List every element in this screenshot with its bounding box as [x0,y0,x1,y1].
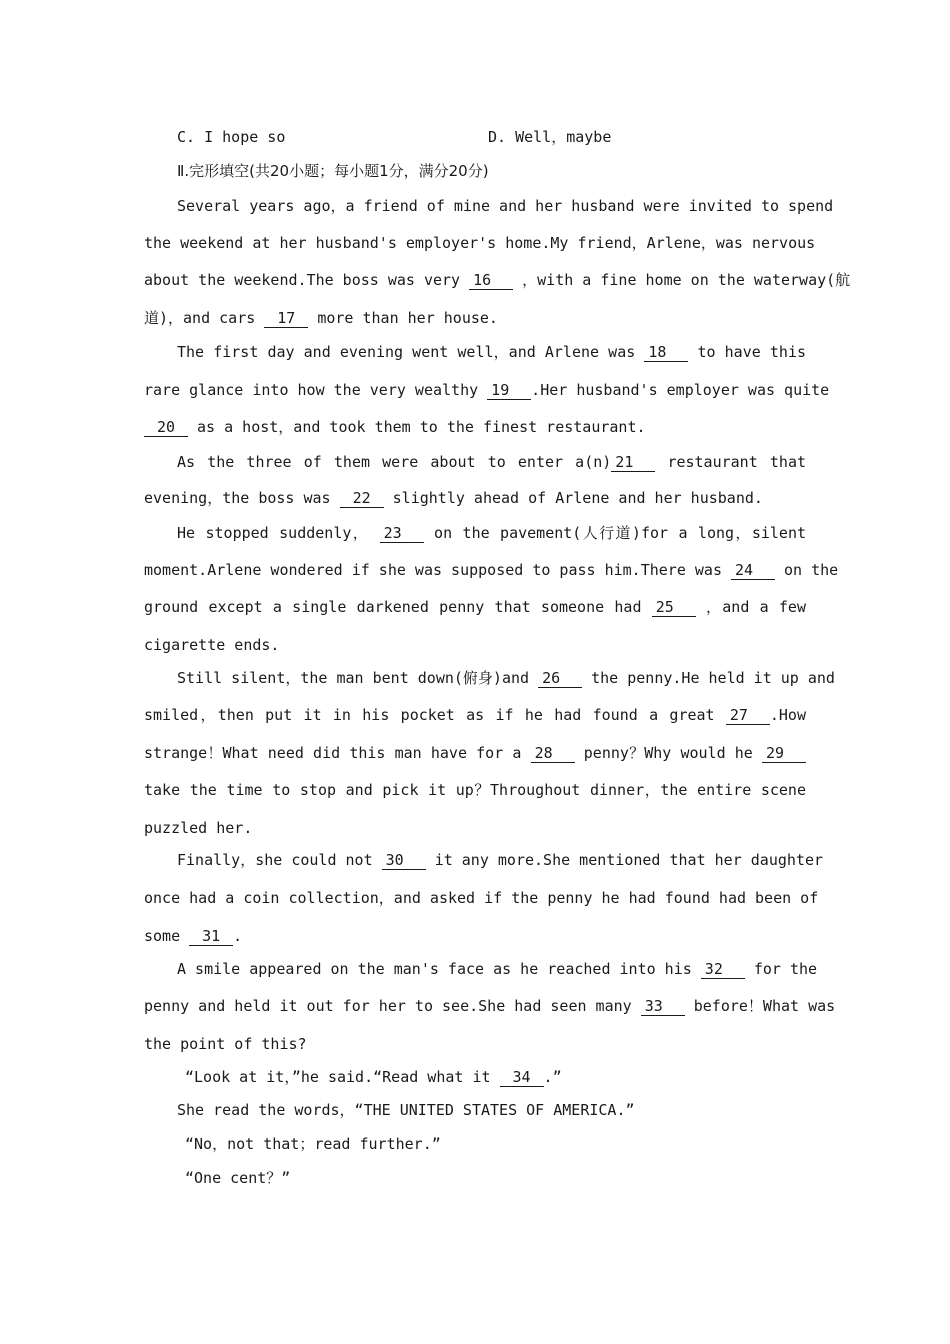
blank-26[interactable]: 26 [538,670,582,688]
option-d: D. Well，maybe [488,128,612,146]
blank-33[interactable]: 33 [641,998,685,1016]
p4-line3: ground except a single darkened penny that someone had 25 ，and a few [144,598,806,616]
p7-line3: the point of this? [144,1035,307,1053]
p1-line2: the weekend at her husband's employer's home.My friend，Arlene，was nervous [144,234,816,252]
p5-line3: strange！What need did this man have for a 28 penny？Why would he 29 [144,743,806,763]
option-c: C. I hope so [177,128,286,146]
dialog-line2: She read the words，“THE UNITED STATES OF AMERICA.” [177,1101,635,1119]
blank-21[interactable]: 21 [611,454,655,472]
blank-18[interactable]: 18 [644,344,688,362]
p7-line2: penny and held it out for her to see.She had seen many 33 before！What was [144,997,836,1015]
p5-line1: Still silent，the man bent down(俯身)and 26 the penny.He held it up and [177,669,835,687]
p4-line2: moment.Arlene wondered if she was supposed to pass him.There was 24 on the [144,561,839,579]
blank-19[interactable]: 19 [487,382,531,400]
p6-line1: Finally，she could not 30 it any more.She mentioned that her daughter [177,851,824,869]
p2-line2: rare glance into how the very wealthy 19 .Her husband's employer was quite [144,381,830,399]
blank-16[interactable]: 16 [469,272,513,290]
blank-20[interactable]: 20 [144,419,188,437]
p1-line1: Several years ago，a friend of mine and her husband were invited to spend [177,197,834,215]
p5-line4: take the time to stop and pick it up？Throughout dinner，the entire scene [144,781,806,799]
p1-line4: 道)，and cars 17 more than her house. [144,309,498,327]
p7-line1: A smile appeared on the man's face as he reached into his 32 for the [177,960,818,978]
p1-line3: about the weekend.The boss was very 16 ，with a fine home on the waterway(航 [144,271,851,289]
blank-22[interactable]: 22 [340,490,384,508]
p6-line2: once had a coin collection，and asked if the penny he had found had been of [144,889,819,907]
dialog-line4: “One cent？” [185,1169,291,1187]
p4-line4: cigarette ends. [144,636,280,654]
dialog-line1: “Look at it，”he said.“Read what it 34 .” [185,1068,562,1086]
p2-line3: 20 as a host，and took them to the finest restaurant. [144,417,806,437]
blank-29[interactable]: 29 [762,745,806,763]
blank-25[interactable]: 25 [652,599,696,617]
blank-34[interactable]: 34 [500,1069,544,1087]
blank-28[interactable]: 28 [531,745,575,763]
p6-line3: some 31 . [144,927,243,945]
section-title: Ⅱ.完形填空(共20小题；每小题1分，满分20分) [177,162,489,180]
dialog-line3: “No，not that；read further.” [185,1135,441,1153]
p5-line5: puzzled her. [144,819,253,837]
p2-line1: The first day and evening went well，and Arlene was 18 to have this [177,343,807,361]
blank-23[interactable]: 23 [380,525,424,543]
blank-31[interactable]: 31 [189,928,233,946]
blank-27[interactable]: 27 [726,707,770,725]
p3-line2: evening，the boss was 22 slightly ahead of Arlene and her husband. [144,489,763,507]
blank-30[interactable]: 30 [382,852,426,870]
blank-24[interactable]: 24 [731,562,775,580]
blank-32[interactable]: 32 [701,961,745,979]
p3-line1: As the three of them were about to enter a(n) 21 restaurant that [177,453,806,471]
blank-17[interactable]: 17 [264,310,308,328]
p5-line2: smiled，then put it in his pocket as if he had found a great 27 .How [144,706,806,724]
p4-line1: He stopped suddenly， 23 on the pavement(人行道)for a long，silent [177,524,807,542]
